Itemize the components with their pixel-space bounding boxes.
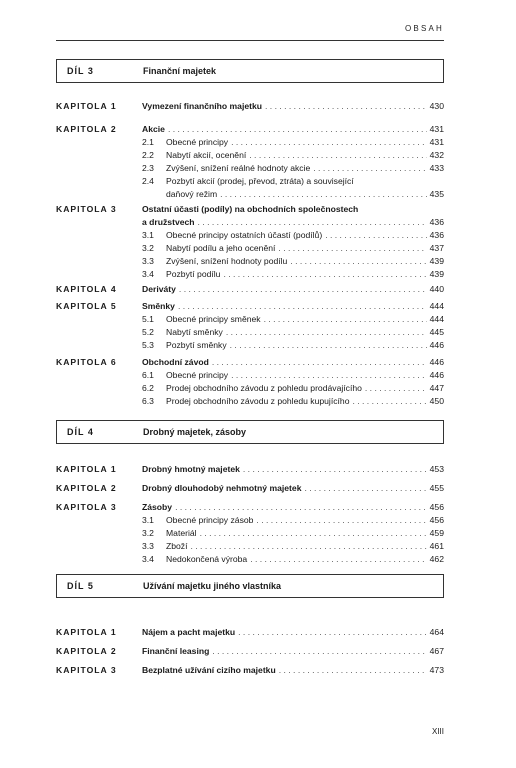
page-ref: 439 bbox=[429, 269, 444, 279]
section-title-continued: daňový režim bbox=[166, 189, 218, 199]
chapter-entry bbox=[56, 463, 444, 476]
page-number: XIII bbox=[431, 727, 444, 736]
dot-leader bbox=[325, 229, 426, 242]
section-title: Obecné principy bbox=[166, 137, 229, 147]
chapter-entry bbox=[56, 356, 444, 369]
chapter-entry bbox=[56, 123, 444, 136]
section-number: 2.2 bbox=[142, 150, 154, 160]
dot-leader bbox=[168, 123, 427, 136]
section-title: Obecné principy bbox=[166, 370, 229, 380]
page-ref: 432 bbox=[429, 150, 444, 160]
dot-leader bbox=[256, 514, 426, 527]
dot-leader bbox=[226, 326, 427, 339]
section-title: Zboží bbox=[166, 541, 188, 551]
chapter-title: Zásoby bbox=[142, 502, 173, 512]
section-title: Zvýšení, snížení reálné hodnoty akcie bbox=[166, 163, 311, 173]
page-ref: 446 bbox=[429, 370, 444, 380]
chapter-label: KAPITOLA 4 bbox=[56, 284, 117, 294]
chapter-entry bbox=[56, 664, 444, 677]
dot-leader bbox=[200, 527, 427, 540]
part-heading-box bbox=[56, 420, 444, 444]
chapter-title: Drobný dlouhodobý nehmotný majetek bbox=[142, 483, 302, 493]
chapter-label: KAPITOLA 6 bbox=[56, 357, 117, 367]
section-number: 3.3 bbox=[142, 256, 154, 266]
dot-leader bbox=[212, 356, 427, 369]
section-entry bbox=[56, 216, 444, 229]
page-ref: 456 bbox=[429, 502, 444, 512]
section-title: Prodej obchodního závodu z pohledu kupujícího bbox=[166, 396, 350, 406]
dot-leader bbox=[243, 463, 427, 476]
part-title: Finanční majetek bbox=[143, 66, 217, 76]
section-number: 6.1 bbox=[142, 370, 154, 380]
section-title: Nedokončená výroba bbox=[166, 554, 248, 564]
chapter-label: KAPITOLA 3 bbox=[56, 502, 117, 512]
section-number: 3.2 bbox=[142, 243, 154, 253]
section-number: 6.3 bbox=[142, 396, 154, 406]
section-entry bbox=[56, 149, 444, 162]
chapter-entry bbox=[56, 283, 444, 296]
page-ref: 467 bbox=[429, 646, 444, 656]
section-number: 3.3 bbox=[142, 541, 154, 551]
section-title: Zvýšení, snížení hodnoty podílu bbox=[166, 256, 288, 266]
dot-leader bbox=[278, 242, 426, 255]
chapter-title: Bezplatné užívání cizího majetku bbox=[142, 665, 276, 675]
dot-leader bbox=[249, 149, 426, 162]
chapter-title: Směnky bbox=[142, 301, 175, 311]
page-ref: 445 bbox=[429, 327, 444, 337]
chapter-title: Nájem a pacht majetku bbox=[142, 627, 236, 637]
page-ref: 431 bbox=[429, 124, 444, 134]
chapter-title: Vymezení finančního majetku bbox=[142, 101, 263, 111]
part-label: DÍL 5 bbox=[67, 581, 94, 591]
section-number: 2.3 bbox=[142, 163, 154, 173]
dot-leader bbox=[250, 553, 426, 566]
section-number: 6.2 bbox=[142, 383, 154, 393]
chapter-label: KAPITOLA 5 bbox=[56, 301, 117, 311]
chapter-label: KAPITOLA 2 bbox=[56, 646, 117, 656]
dot-leader bbox=[313, 162, 426, 175]
section-entry bbox=[56, 162, 444, 175]
chapter-title: Obchodní závod bbox=[142, 357, 209, 367]
page-ref: 433 bbox=[429, 163, 444, 173]
page-ref: 453 bbox=[429, 464, 444, 474]
section-entry bbox=[56, 527, 444, 540]
dot-leader bbox=[198, 216, 427, 229]
dot-leader bbox=[179, 283, 427, 296]
page-ref: 461 bbox=[429, 541, 444, 551]
page-ref: 435 bbox=[429, 189, 444, 199]
chapter-title: Finanční leasing bbox=[142, 646, 210, 656]
section-entry bbox=[56, 339, 444, 352]
page-ref: 450 bbox=[429, 396, 444, 406]
page-ref: 436 bbox=[429, 230, 444, 240]
chapter-entry bbox=[56, 300, 444, 313]
running-header: OBSAH bbox=[404, 24, 444, 33]
part-title: Užívání majetku jiného vlastníka bbox=[143, 581, 282, 591]
chapter-label: KAPITOLA 1 bbox=[56, 627, 117, 637]
page-ref: 446 bbox=[429, 340, 444, 350]
page-ref: 455 bbox=[429, 483, 444, 493]
chapter-label: KAPITOLA 3 bbox=[56, 665, 117, 675]
page-ref: 444 bbox=[429, 314, 444, 324]
chapter-entry bbox=[56, 100, 444, 113]
page-ref: 439 bbox=[429, 256, 444, 266]
chapter-label: KAPITOLA 2 bbox=[56, 124, 117, 134]
dot-leader bbox=[304, 482, 426, 495]
chapter-title: Ostatní účasti (podíly) na obchodních společnostech bbox=[142, 204, 359, 214]
chapter-entry bbox=[56, 501, 444, 514]
section-entry bbox=[56, 229, 444, 242]
page-ref: 447 bbox=[429, 383, 444, 393]
section-title: Obecné principy směnek bbox=[166, 314, 261, 324]
section-entry bbox=[56, 514, 444, 527]
section-title: Pozbytí směnky bbox=[166, 340, 227, 350]
section-entry bbox=[56, 175, 444, 188]
section-title: Nabytí směnky bbox=[166, 327, 223, 337]
dot-leader bbox=[220, 188, 427, 201]
section-title: Nabytí akcií, ocenění bbox=[166, 150, 247, 160]
dot-leader bbox=[231, 369, 427, 382]
part-heading-box bbox=[56, 59, 444, 83]
dot-leader bbox=[178, 300, 427, 313]
part-heading-box bbox=[56, 574, 444, 598]
page-ref: 437 bbox=[429, 243, 444, 253]
dot-leader bbox=[265, 100, 427, 113]
section-entry bbox=[56, 255, 444, 268]
chapter-entry bbox=[56, 645, 444, 658]
page-ref: 459 bbox=[429, 528, 444, 538]
section-number: 5.1 bbox=[142, 314, 154, 324]
page-ref: 456 bbox=[429, 515, 444, 525]
chapter-label: KAPITOLA 1 bbox=[56, 101, 117, 111]
section-number: 3.4 bbox=[142, 554, 154, 564]
section-number: 3.2 bbox=[142, 528, 154, 538]
section-number: 3.4 bbox=[142, 269, 154, 279]
page-ref: 444 bbox=[429, 301, 444, 311]
section-number: 5.3 bbox=[142, 340, 154, 350]
section-entry bbox=[56, 540, 444, 553]
section-entry bbox=[56, 268, 444, 281]
page-ref: 446 bbox=[429, 357, 444, 367]
dot-leader bbox=[352, 395, 426, 408]
section-entry bbox=[56, 382, 444, 395]
section-number: 3.1 bbox=[142, 230, 154, 240]
section-title: Obecné principy zásob bbox=[166, 515, 254, 525]
section-entry bbox=[56, 136, 444, 149]
section-number: 2.1 bbox=[142, 137, 154, 147]
section-entry bbox=[56, 553, 444, 566]
chapter-title: Drobný hmotný majetek bbox=[142, 464, 240, 474]
chapter-entry bbox=[56, 482, 444, 495]
page-ref: 436 bbox=[429, 217, 444, 227]
chapter-entry bbox=[56, 626, 444, 639]
page-ref: 473 bbox=[429, 665, 444, 675]
page-ref: 462 bbox=[429, 554, 444, 564]
part-label: DÍL 4 bbox=[67, 427, 94, 437]
chapter-entry bbox=[56, 203, 444, 216]
dot-leader bbox=[175, 501, 427, 514]
section-title: Pozbytí akcií (prodej, převod, ztráta) a související bbox=[166, 176, 354, 186]
section-number: 5.2 bbox=[142, 327, 154, 337]
section-title: Obecné principy ostatních účastí (podílů) bbox=[166, 230, 323, 240]
page-ref: 431 bbox=[429, 137, 444, 147]
section-number: 2.4 bbox=[142, 176, 154, 186]
page-ref: 464 bbox=[429, 627, 444, 637]
chapter-title: Deriváty bbox=[142, 284, 176, 294]
dot-leader bbox=[238, 626, 427, 639]
chapter-label: KAPITOLA 2 bbox=[56, 483, 117, 493]
dot-leader bbox=[230, 339, 427, 352]
section-entry bbox=[56, 188, 444, 201]
part-label: DÍL 3 bbox=[67, 66, 94, 76]
dot-leader bbox=[223, 268, 426, 281]
section-entry bbox=[56, 313, 444, 326]
section-entry bbox=[56, 369, 444, 382]
chapter-title: Akcie bbox=[142, 124, 165, 134]
dot-leader bbox=[191, 540, 427, 553]
part-title: Drobný majetek, zásoby bbox=[143, 427, 247, 437]
page-ref: 440 bbox=[429, 284, 444, 294]
dot-leader bbox=[290, 255, 426, 268]
section-title: Prodej obchodního závodu z pohledu prodávajícího bbox=[166, 383, 362, 393]
dot-leader bbox=[365, 382, 427, 395]
dot-leader bbox=[231, 136, 427, 149]
page-ref: 430 bbox=[429, 101, 444, 111]
section-entry bbox=[56, 326, 444, 339]
section-entry bbox=[56, 395, 444, 408]
section-title: Pozbytí podílu bbox=[166, 269, 221, 279]
section-number: 3.1 bbox=[142, 515, 154, 525]
dot-leader bbox=[264, 313, 427, 326]
dot-leader bbox=[279, 664, 427, 677]
header-rule bbox=[56, 40, 444, 41]
chapter-title-continued: a družstvech bbox=[142, 217, 195, 227]
section-title: Materiál bbox=[166, 528, 197, 538]
section-title: Nabytí podílu a jeho ocenění bbox=[166, 243, 276, 253]
chapter-label: KAPITOLA 1 bbox=[56, 464, 117, 474]
section-entry bbox=[56, 242, 444, 255]
dot-leader bbox=[212, 645, 426, 658]
chapter-label: KAPITOLA 3 bbox=[56, 204, 117, 214]
